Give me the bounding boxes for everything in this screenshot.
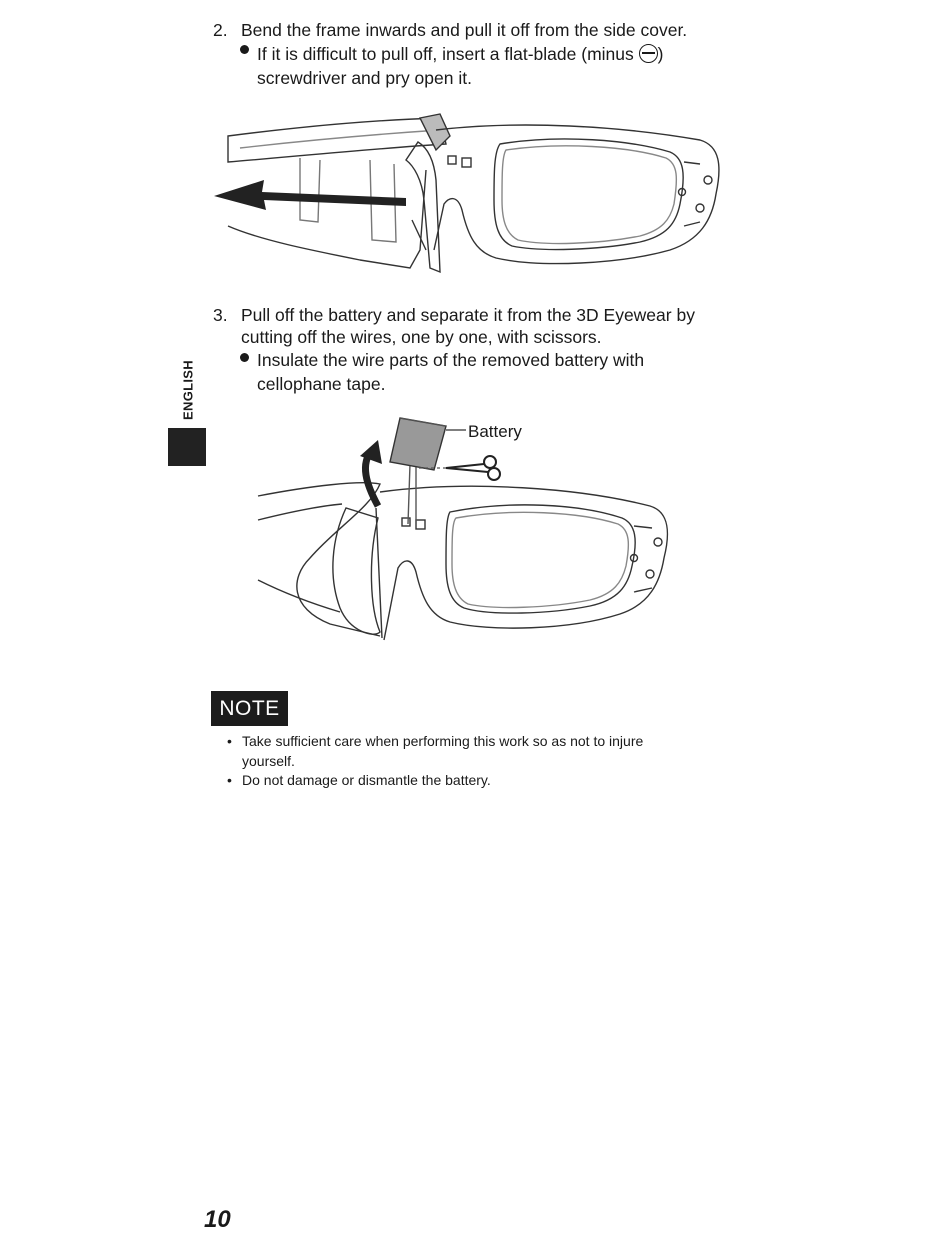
note-badge: NOTE bbox=[211, 691, 288, 726]
language-label: ENGLISH bbox=[180, 360, 196, 420]
step-3-bullet-line-1: Insulate the wire parts of the removed battery with bbox=[257, 350, 645, 370]
language-side-tab bbox=[168, 354, 208, 466]
figure-frame-removal bbox=[200, 100, 740, 300]
step-2-bullet-line-2: screwdriver and pry open it. bbox=[257, 68, 472, 88]
step-2-bullet-line-1: If it is difficult to pull off, insert a flat-blade (minus ) bbox=[257, 44, 664, 64]
bullet-dot bbox=[240, 45, 249, 54]
battery-shape bbox=[390, 418, 446, 470]
step-3-line-2: cutting off the wires, one by one, with scissors. bbox=[241, 327, 602, 347]
language-marker-block bbox=[168, 428, 206, 466]
battery-callout: Battery bbox=[468, 422, 522, 441]
note-bullet: • bbox=[227, 772, 232, 788]
figure-battery-removal bbox=[250, 408, 680, 658]
minus-circle-icon bbox=[639, 44, 658, 63]
note-bullet: • bbox=[227, 733, 232, 749]
step-3-line-1: Pull off the battery and separate it from the 3D Eyewear by bbox=[241, 305, 695, 325]
page-number: 10 bbox=[204, 1206, 231, 1233]
bullet-dot bbox=[240, 353, 249, 362]
step-2-number: 2. bbox=[213, 20, 228, 40]
note-item-2-line-1: Do not damage or dismantle the battery. bbox=[242, 772, 491, 788]
note-item-1-line-1: Take sufficient care when performing this work so as not to injure bbox=[242, 733, 644, 749]
step-3-bullet-line-2: cellophane tape. bbox=[257, 374, 386, 394]
note-item-1-line-2: yourself. bbox=[242, 753, 295, 769]
step-3-number: 3. bbox=[213, 305, 228, 325]
scissors-icon bbox=[446, 456, 500, 480]
step-2-text: Bend the frame inwards and pull it off from the side cover. bbox=[241, 20, 688, 40]
